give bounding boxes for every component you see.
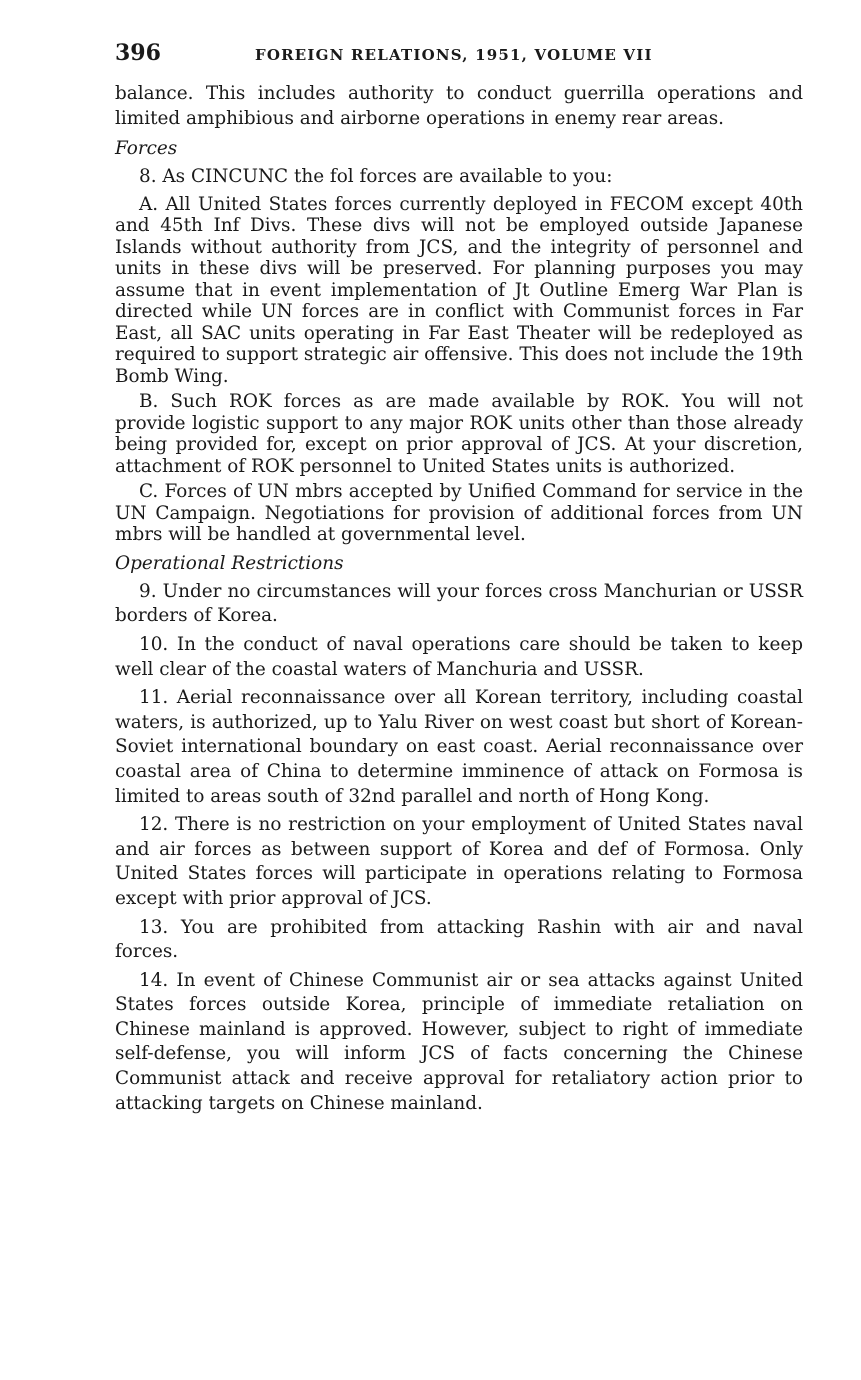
running-head: FOREIGN RELATIONS, 1951, VOLUME VII — [255, 46, 653, 64]
paragraph-14: 14. In event of Chinese Communist air or sea attacks against United States forces outside Korea, principle of immediate retaliation on Chinese mainland is approved. However, subject to right of immediate self-defense, you will inform JCS of facts concerning the Chinese Communist attack and receive approval for retaliatory action prior to attacking targets on Chinese mainland. — [115, 969, 803, 1114]
paragraph-13: 13. You are prohibited from attacking Rashin with air and naval forces. — [115, 916, 803, 963]
section-heading-forces: Forces — [115, 138, 178, 160]
paragraph-12: 12. There is no restriction on your employment of United States naval and air forces as between support of Korea and def of Formosa. Only United States forces will participate in operations relating to Formosa except with prior approval of JCS. — [115, 814, 803, 909]
opening-paragraph: balance. This includes authority to conduct guerrilla operations and limited amphibious and airborne operations in enemy rear areas. — [115, 83, 803, 129]
page-number: 396 — [115, 40, 161, 66]
paragraph-8a: A. All United States forces currently deployed in FECOM except 40th and 45th Inf Divs. These divs will not be employed outside Japanese Islands without authority from JCS, and the integrity of personnel and units in these divs will be preserved. For planning purposes you may assume that in event implementation of Jt Outline Emerg War Plan is directed while UN forces are in conflict with Communist forces in Far East, all SAC units operating in Far East Theater will be redeployed as required to support strategic air offensive. This does not include the 19th Bomb Wing. — [115, 193, 803, 387]
paragraph-9: 9. Under no circumstances will your forces cross Manchurian or USSR borders of Korea. — [115, 580, 803, 627]
paragraph-8b: B. Such ROK forces as are made available by ROK. You will not provide logistic support to any major ROK units other than those already being provided for, except on prior approval of JCS. At your discretion, attachment of ROK personnel to United States units is authorized. — [115, 391, 803, 477]
section-heading-operational-restrictions: Operational Restrictions — [115, 552, 344, 574]
document-page — [115, 40, 803, 1116]
page-header — [115, 40, 803, 72]
paragraph-11: 11. Aerial reconnaissance over all Korean territory, including coastal waters, is authorized, up to Yalu River on west coast but short of Korean-Soviet international boundary on east coast. Aerial reconnaissance over coastal area of China to determine imminence of attack on Formosa is limited to areas south of 32nd parallel and north of Hong Kong. — [115, 687, 803, 807]
paragraph-8: 8. As CINCUNC the fol forces are available to you: — [139, 166, 613, 188]
paragraph-8c: C. Forces of UN mbrs accepted by Unified Command for service in the UN Campaign. Negotiations for provision of additional forces from UN mbrs will be handled at governmental level. — [115, 481, 803, 546]
paragraph-10: 10. In the conduct of naval operations care should be taken to keep well clear of the coastal waters of Manchuria and USSR. — [115, 633, 803, 680]
